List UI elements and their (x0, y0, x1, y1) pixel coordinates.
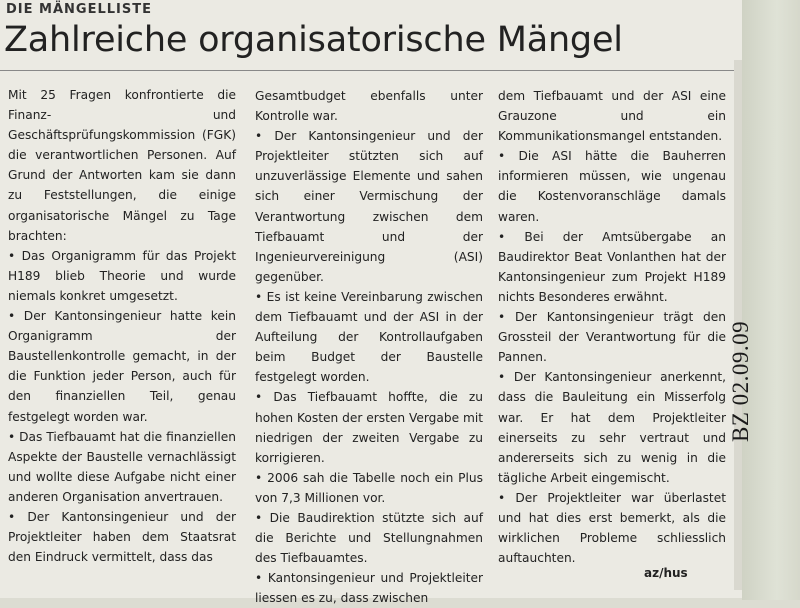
background-margin (742, 0, 800, 600)
text-column-1 (8, 85, 236, 567)
paragraph: Gesamtbudget ebenfalls unter Kontrolle war. (255, 89, 483, 124)
list-item: • 2006 sah die Tabelle noch ein Plus von 7,3 Millionen vor. (255, 470, 483, 505)
text-column-2 (255, 86, 483, 608)
list-item: • Das Organigramm für das Projekt H189 blieb Theorie und wurde niemals konkret umgesetzt. (8, 248, 236, 303)
paragraph: Mit 25 Fragen konfrontierte die Finanz- und Geschäftsprüfungskommission (FGK) die verantwortlichen Personen. Auf Grund der Antworten kam sie dann zu Feststellungen, die einige organisatorische Mängel zu Tage brachten: (8, 88, 236, 243)
text-column-3 (498, 86, 726, 568)
list-item: • Der Kantonsingenieur trägt den Grossteil der Verantwortung für die Pannen. (498, 310, 726, 365)
headline-divider (0, 70, 742, 71)
list-item: • Das Tiefbauamt hoffte, die zu hohen Kosten der ersten Vergabe mit niedrigen der zweiten Vergabe zu korrigieren. (255, 390, 483, 465)
list-item: • Das Tiefbauamt hat die finanziellen Aspekte der Baustelle vernachlässigt und wollte diese Aufgabe nicht einer anderen Organisation anvertrauen. (8, 429, 236, 504)
list-item: • Der Kantonsingenieur anerkennt, dass die Bauleitung ein Misserfolg war. Er hat dem Projektleiter einerseits zu sehr vertraut und andererseits sich zu wenig in die tägliche Arbeit eingemischt. (498, 370, 726, 485)
list-item: • Der Kantonsingenieur hatte kein Organigramm der Baustellenkontrolle gemacht, in der die Funktion jeder Person, auch für den finanziellen Teil, genau festgelegt worden war. (8, 309, 236, 424)
article-headline: Zahlreiche organisatorische Mängel (4, 20, 623, 60)
list-item: • Der Projektleiter war überlastet und hat dies erst bemerkt, als die wirklichen Probleme schliesslich auftauchten. (498, 490, 726, 566)
list-item: • Kantonsingenieur und Projektleiter liessen es zu, dass zwischen (255, 571, 483, 606)
list-item: • Bei der Amtsübergabe an Baudirektor Beat Vonlanthen hat der Kantonsingenieur zum Projekt H189 nichts Besonderes erwähnt. (498, 229, 726, 304)
paragraph: dem Tiefbauamt und der ASI eine Grauzone und ein Kommunikationsmangel entstanden. (498, 89, 726, 144)
list-item: • Die Baudirektion stützte sich auf die Berichte und Stellungnahmen des Tiefbauamtes. (255, 510, 483, 566)
list-item: • Es ist keine Vereinbarung zwischen dem Tiefbauamt und der ASI in der Aufteilung der Kontrollaufgaben beim Budget der Baustelle festgelegt worden. (255, 289, 483, 385)
author-initials: az/hus (644, 566, 688, 580)
section-kicker: DIE MÄNGELLISTE (6, 2, 152, 17)
list-item: • Der Kantonsingenieur und der Projektleiter haben dem Staatsrat den Eindruck vermittelt, dass das (8, 509, 236, 565)
list-item: • Die ASI hätte die Bauherren informieren müssen, wie ungenau die Kostenvoranschläge damals waren. (498, 149, 726, 224)
handwritten-date-stamp: BZ 02.09.09 (728, 320, 753, 442)
list-item: • Der Kantonsingenieur und der Projektleiter stützten sich auf unzuverlässige Elemente und sahen sich einer Vermischung der Verantwortung zwischen dem Tiefbauamt und der Ingenieurvereinigung (ASI) gegenüber. (255, 129, 483, 284)
